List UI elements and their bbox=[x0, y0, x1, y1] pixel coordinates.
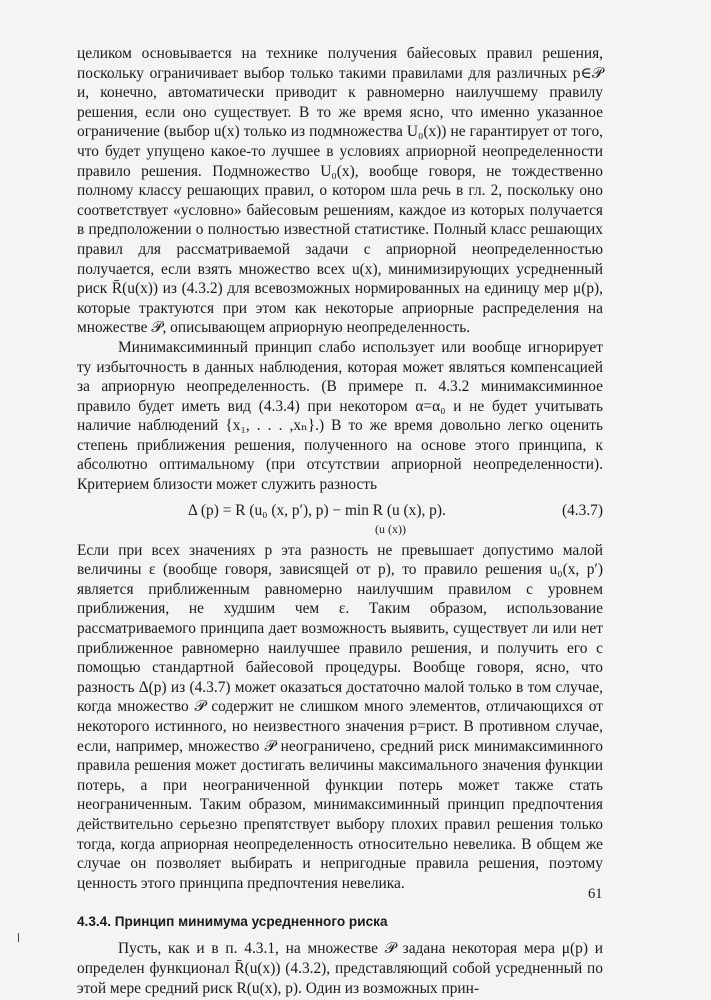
page-number: 61 bbox=[588, 886, 603, 902]
equation-4-3-7 bbox=[77, 497, 603, 541]
paragraph-continuation: целиком основывается на технике получения байесовых правил решения, поскольку ограничивает выбор только такими правилами для различных p∈𝒫 и, конечно, автоматически приводит к равномерно наилучшему правилу решения, если оно существует. В то же время ясно, что именно указанное ограничение (выбор u(x) только из подмножества U₀(x)) не гарантирует от того, что будет упущено какое-то лучшее в условиях априорной неопределенности правило решения. Подмножество U₀(x), вообще говоря, не тождественно полному классу решающих правил, о котором шла речь в гл. 2, поскольку оно соответствует «условно» байесовым решениям, каждое из которых получается в предположении о полностью известной статистике. Полный класс решающих правил для рассматриваемой задачи с априорной неопределенностью получается, если взять множество всех u(x), минимизирующих усредненный риск R̄(u(x)) из (4.3.2) для всевозможных нормированных на единицу мер μ(p), которые трактуются при этом как некоторые априорные распределения на множестве 𝒫, описывающем априорную неопределенность. bbox=[77, 45, 603, 337]
scan-mark bbox=[18, 933, 19, 942]
equation-number: (4.3.7) bbox=[561, 501, 603, 519]
section-heading: 4.3.4. Принцип минимума усредненного риска bbox=[77, 914, 388, 930]
paragraph-minimaxmin: Минимаксиминный принцип слабо использует или вообще игнорирует ту избыточность в данных наблюдения, которая может являться компенсацией за априорную неопределенность. (В примере п. 4.3.2 минимаксиминное правило будет иметь вид (4.3.4) при некотором α=α₀ и не будет учитывать наличие наблюдений {x₁, . . . ,xₙ}.) В то же время довольно легко оценить степень приближения решения, полученного на основе этого принципа, к абсолютно оптимальному (при отсутствии априорной неопределенности). Критерием близости может служить разность bbox=[77, 338, 603, 494]
page-text-block bbox=[77, 44, 603, 998]
paragraph-approximation: Если при всех значениях p эта разность не превышает допустимо малой величины ε (вообще говоря, зависящей от p), то правило решения u₀(x, p′) является приближенным равномерно наилучшим правилом с уровнем приближения, не худшим чем ε. Таким образом, использование рассматриваемого принципа дает возможность выявить, существует ли или нет приближенное равномерно наилучшее правило решения, и получить его с помощью стандартной байесовой процедуры. Вообще говоря, ясно, что разность Δ(p) из (4.3.7) может оказаться достаточно малой только в том случае, когда множество 𝒫 содержит не слишком много элементов, отличающихся от некоторого истинного, но неизвестного значения p=pист. В противном случае, если, например, множество 𝒫 неограничено, средний риск минимаксиминного правила решения может достигать величины максимального значения функции потерь, а при неограниченной функции потерь может также стать неограниченным. Таким образом, минимаксиминный принцип предпочтения действительно серьезно препятствует выбору плохих правил решения только тогда, когда априорная неопределенность относительно невелика. В общем же случае он позволяет выбирать и непригодные правила решения, поэтому ценность этого принципа предпочтения невелика. bbox=[77, 541, 603, 892]
equation-min-subscript: (u (x)) bbox=[375, 521, 406, 536]
equation-body: Δ (p) = R (u₀ (x, p′), p) − min R (u (x), p). bbox=[188, 501, 446, 519]
paragraph-average-risk: Пусть, как и в п. 4.3.1, на множестве 𝒫 задана некоторая мера μ(p) и определен функционал R̄(u(x)) (4.3.2), представляющий собой усредненный по этой мере средний риск R(u(x), p). Один из возможных прин- bbox=[77, 940, 603, 997]
